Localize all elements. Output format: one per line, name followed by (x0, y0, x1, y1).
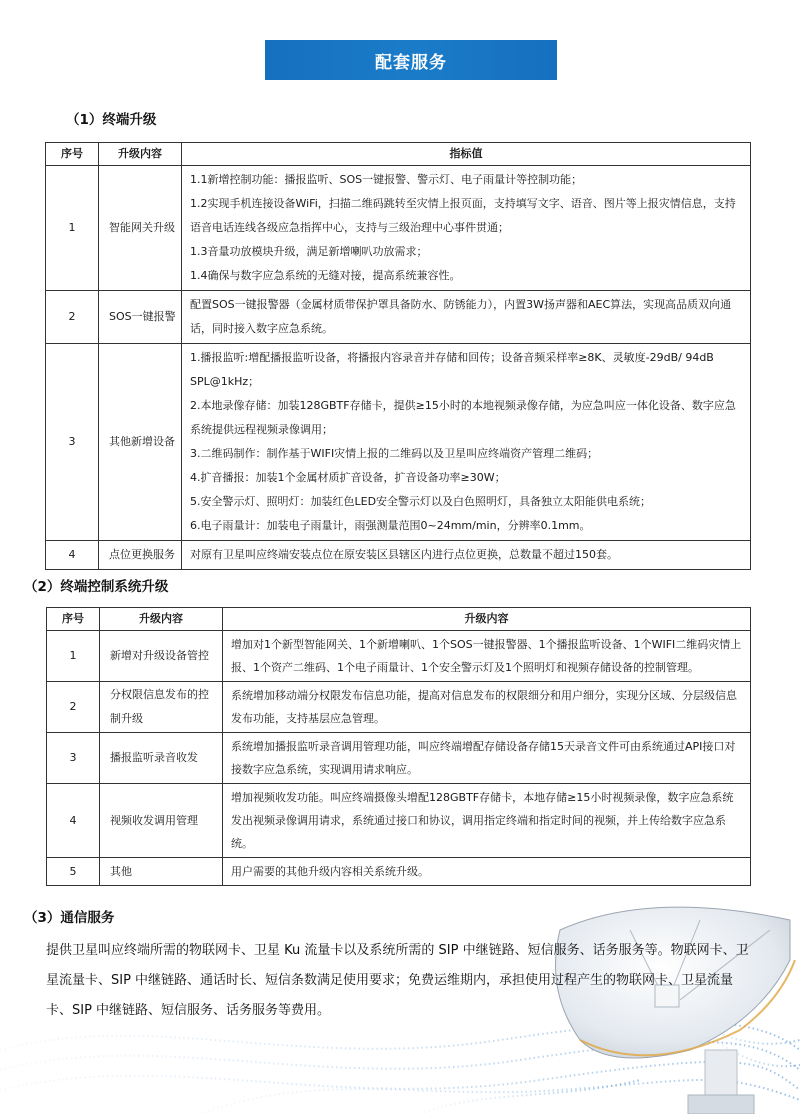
row-content: 系统增加播报监听录音调用管理功能，叫应终端增配存储设备存储15天录音文件可由系统通过API接口对接数字应急系统，实现调用请求响应。 (223, 733, 751, 784)
row-item: 新增对升级设备管控 (100, 631, 223, 682)
row-item: SOS一键报警 (99, 291, 182, 344)
spec-line: 对原有卫星叫应终端安装点位在原安装区县辖区内进行点位更换，总数量不超过150套。 (190, 548, 618, 561)
table-row (47, 682, 751, 733)
header-index: 序号 (47, 608, 100, 631)
header-item: 升级内容 (99, 143, 182, 166)
header-spec: 指标值 (182, 143, 751, 166)
row-index: 3 (46, 344, 99, 541)
row-item: 分权限信息发布的控制升级 (100, 682, 223, 733)
section-title-control-system-upgrade: （2）终端控制系统升级 (24, 579, 169, 595)
row-item: 其他新增设备 (99, 344, 182, 541)
spec-line: 1.1新增控制功能：播报监听、SOS一键报警、警示灯、电子雨量计等控制功能； (190, 173, 583, 186)
row-index: 3 (47, 733, 100, 784)
spec-line: 5.安全警示灯、照明灯：加装红色LED安全警示灯以及白色照明灯，具备独立太阳能供电系统； (190, 495, 652, 508)
row-spec (182, 541, 751, 570)
spec-line: 1.播报监听:增配播报监听设备，将播报内容录音并存储和回传；设备音频采样率≥8K、灵敏度-29dB/ 94dB SPL@1kHz； (190, 351, 714, 388)
spec-line: 配置SOS一键报警器（金属材质带保护罩具备防水、防锈能力），内置3W扬声器和AEC算法，实现高品质双向通话，同时接入数字应急系统。 (190, 298, 732, 335)
row-index: 2 (47, 682, 100, 733)
table-header-row (46, 143, 751, 166)
table-header-row (47, 608, 751, 631)
header-index: 序号 (46, 143, 99, 166)
header-item: 升级内容 (100, 608, 223, 631)
row-content: 增加视频收发功能。叫应终端摄像头增配128GBTF存储卡，本地存储≥15小时视频录像，数字应急系统发出视频录像调用请求，系统通过接口和协议，调用指定终端和指定时间的视频，并上传给数字应急系统。 (223, 784, 751, 858)
section-title-terminal-upgrade: （1）终端升级 (66, 112, 157, 128)
spec-line: 4.扩音播报：加装1个金属材质扩音设备，扩音设备功率≥30W； (190, 471, 506, 484)
section-title-communication-service: （3）通信服务 (24, 910, 115, 926)
row-content: 用户需要的其他升级内容相关系统升级。 (223, 858, 751, 886)
row-item: 智能网关升级 (99, 166, 182, 291)
communication-service-paragraph: 提供卫星叫应终端所需的物联网卡、卫星 Ku 流量卡以及系统所需的 SIP 中继链路、短信服务、话务服务等。物联网卡、卫星流量卡、SIP 中继链路、通话时长、短信条数满足使用要求；免费运维期内，承担使用过程产生的物联网卡、卫星流量卡、SIP 中继链路、短信服务、话务服务等费用。 (46, 943, 749, 1018)
table-row (46, 166, 751, 291)
row-index: 4 (46, 541, 99, 570)
spec-line: 1.4确保与数字应急系统的无缝对接，提高系统兼容性。 (190, 269, 461, 282)
row-index: 4 (47, 784, 100, 858)
table-row (46, 541, 751, 570)
page-title-banner (265, 40, 557, 80)
table-row (47, 858, 751, 886)
row-index: 1 (46, 166, 99, 291)
row-index: 1 (47, 631, 100, 682)
row-content: 增加对1个新型智能网关、1个新增喇叭、1个SOS一键报警器、1个播报监听设备、1个WIFI二维码灾情上报、1个资产二维码、1个电子雨量计、1个安全警示灯及1个照明灯和视频存储设备的控制管理。 (223, 631, 751, 682)
row-content: 系统增加移动端分权限发布信息功能，提高对信息发布的权限细分和用户细分，实现分区域、分层级信息发布功能，支持基层应急管理。 (223, 682, 751, 733)
table-row (46, 291, 751, 344)
table-row (47, 784, 751, 858)
header-content: 升级内容 (223, 608, 751, 631)
row-spec (182, 344, 751, 541)
table-row (47, 733, 751, 784)
spec-line: 1.2实现手机连接设备WiFi，扫描二维码跳转至灾情上报页面，支持填写文字、语音、图片等上报灾情信息，支持语音电话连线各级应急指挥中心，支持与三级治理中心事件贯通； (190, 197, 736, 234)
page-title: 配套服务 (375, 52, 447, 73)
row-item: 其他 (100, 858, 223, 886)
spec-line: 3.二维码制作：制作基于WIFI灾情上报的二维码以及卫星叫应终端资产管理二维码； (190, 447, 599, 460)
row-item: 播报监听录音收发 (100, 733, 223, 784)
table-row (47, 631, 751, 682)
spec-line: 6.电子雨量计：加装电子雨量计，雨强测量范围0~24mm/min，分辨率0.1mm。 (190, 519, 591, 532)
row-spec (182, 166, 751, 291)
row-index: 5 (47, 858, 100, 886)
spec-line: 2.本地录像存储：加装128GBTF存储卡，提供≥15小时的本地视频录像存储，为应急叫应一体化设备、数字应急系统提供远程视频录像调用； (190, 399, 736, 436)
row-spec (182, 291, 751, 344)
table-row (46, 344, 751, 541)
spec-line: 1.3音量功放模块升级，满足新增喇叭功放需求； (190, 245, 428, 258)
row-item: 视频收发调用管理 (100, 784, 223, 858)
terminal-upgrade-table (45, 142, 751, 570)
control-system-upgrade-table (46, 607, 751, 886)
row-index: 2 (46, 291, 99, 344)
row-item: 点位更换服务 (99, 541, 182, 570)
